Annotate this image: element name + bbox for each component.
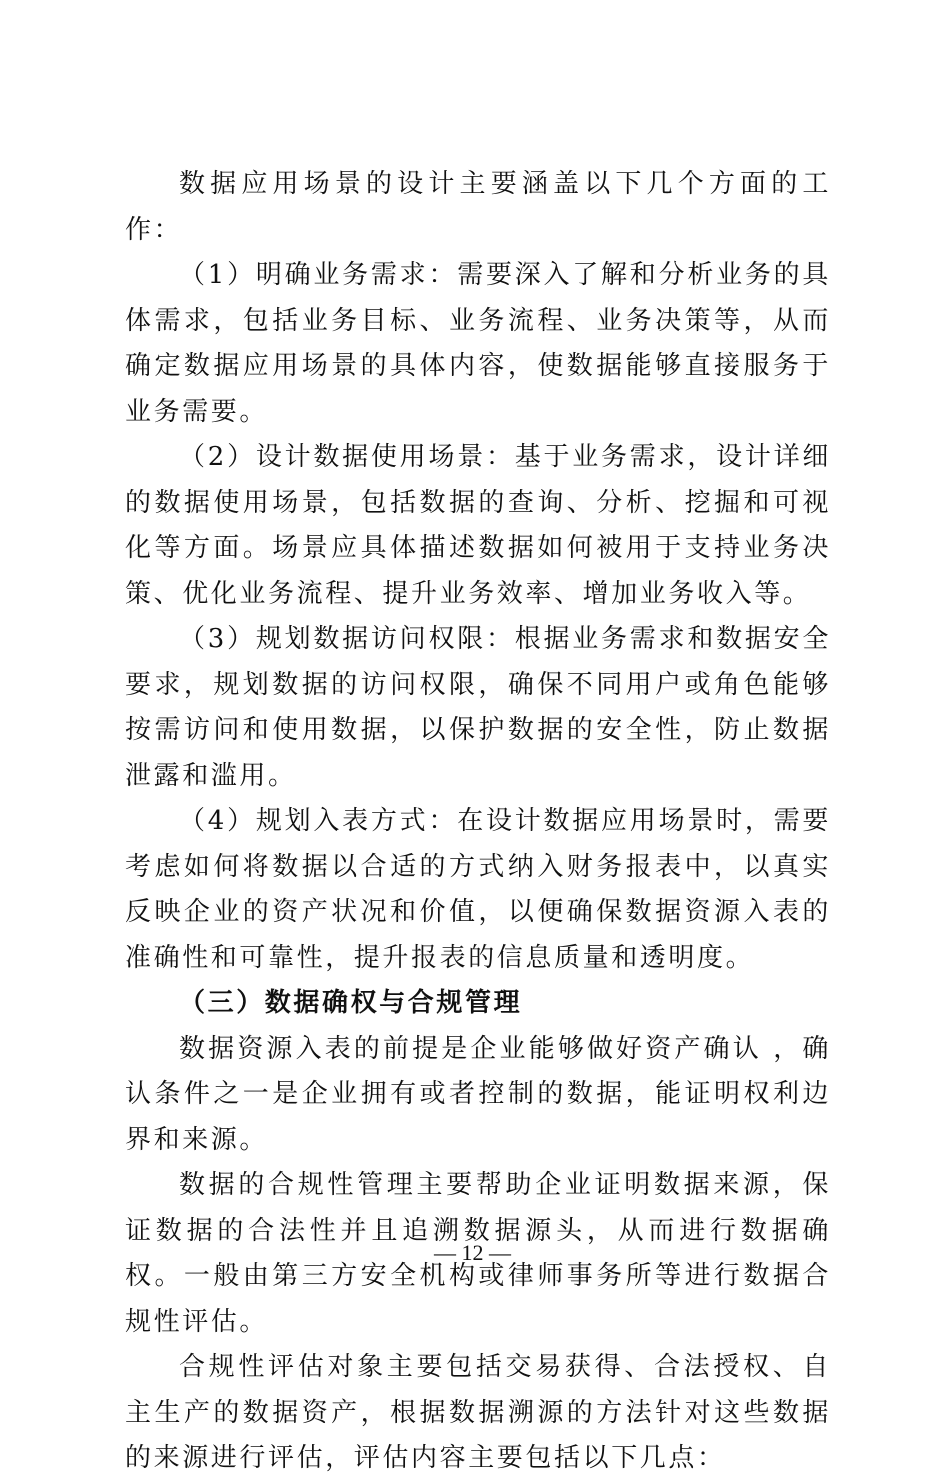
paragraph-item-2: （2）设计数据使用场景：基于业务需求，设计详细的数据使用场景，包括数据的查询、分析、挖掘和可视化等方面。场景应具体描述数据如何被用于支持业务决策、优化业务流程、提升业务效率、增加业务收入等。: [125, 442, 831, 609]
paragraph-item-1: （1）明确业务需求：需要深入了解和分析业务的具体需求，包括业务目标、业务流程、业务决策等，从而确定数据应用场景的具体内容，使数据能够直接服务于业务需要。: [125, 260, 831, 427]
paragraph-item-4: （4）规划入表方式：在设计数据应用场景时，需要考虑如何将数据以合适的方式纳入财务报表中，以真实反映企业的资产状况和价值，以便确保数据资源入表的准确性和可靠性，提升报表的信息质量和透明度。: [125, 806, 831, 973]
document-body: [125, 162, 831, 1482]
section-heading: （三）数据确权与合规管理: [179, 988, 523, 1018]
paragraph-item-3: （3）规划数据访问权限：根据业务需求和数据安全要求，规划数据的访问权限，确保不同用户或角色能够按需访问和使用数据，以保护数据的安全性，防止数据泄露和滥用。: [125, 624, 831, 791]
paragraph-assessment: 合规性评估对象主要包括交易获得、合法授权、自主生产的数据资产，根据数据溯源的方法针对这些数据的来源进行评估，评估内容主要包括以下几点：: [125, 1352, 831, 1473]
paragraph-premise: 数据资源入表的前提是企业能够做好资产确认 ，确认条件之一是企业拥有或者控制的数据，能证明权利边界和来源。: [125, 1033, 831, 1155]
paragraph-intro: 数据应用场景的设计主要涵盖以下几个方面的工作：: [125, 169, 831, 245]
page-number: — 12 —: [434, 1240, 511, 1265]
paragraph-compliance: 数据的合规性管理主要帮助企业证明数据来源，保证数据的合法性并且追溯数据源头，从而进行数据确权。一般由第三方安全机构或律师事务所等进行数据合规性评估。: [125, 1170, 831, 1337]
